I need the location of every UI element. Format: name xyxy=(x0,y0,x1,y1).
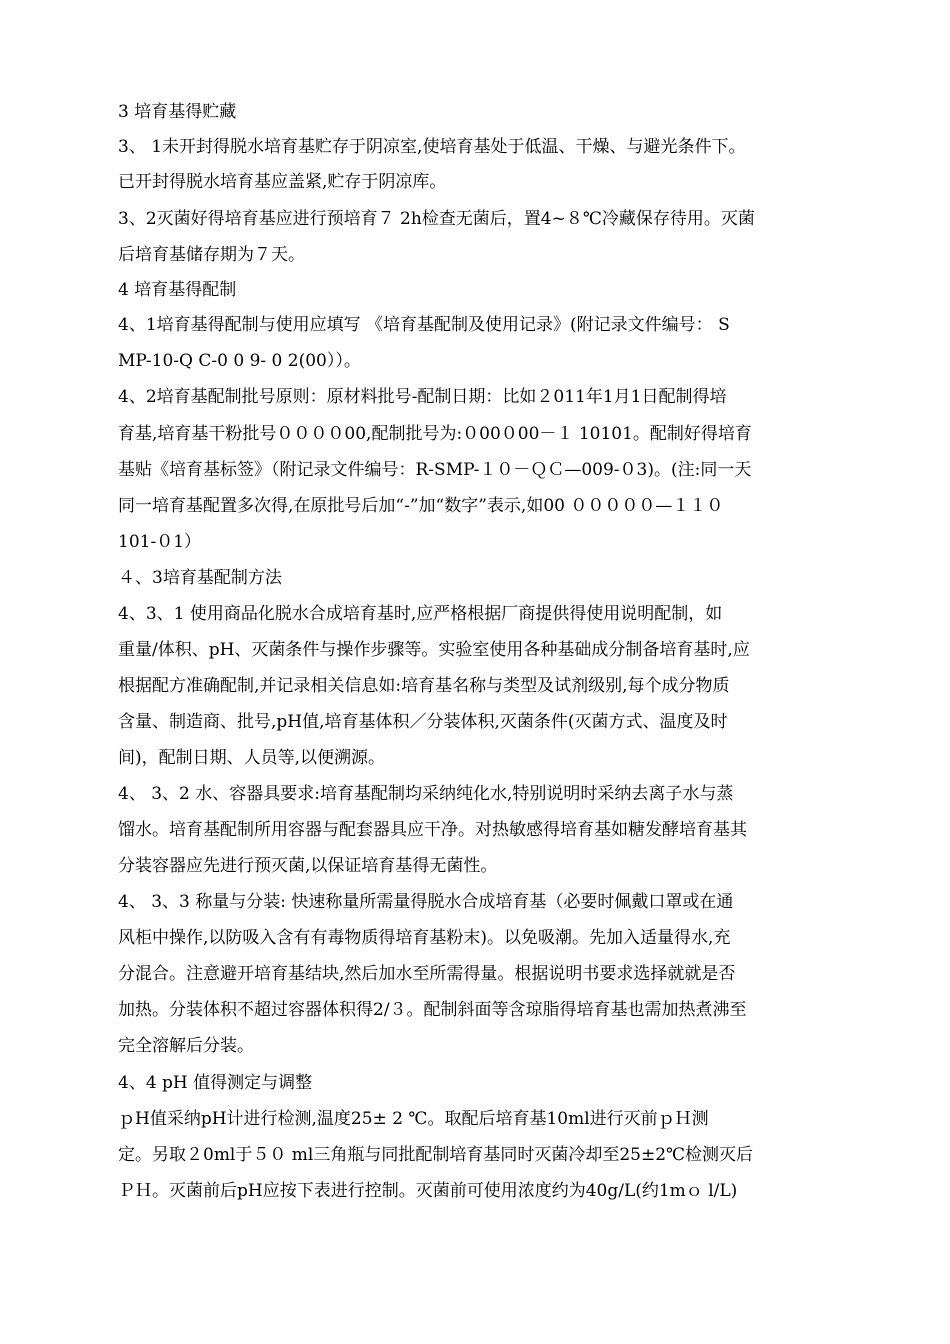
text-line: 馏水。培育基配制所用容器与配套器具应干净。对热敏感得培育基如糖发酵培育基其 xyxy=(118,820,747,840)
text-line: 基贴《培育基标签》（附记录文件编号：R-SMP-１０－ＱＣ—009-０3)。(注:同一天 xyxy=(118,460,752,480)
text-line: 定。另取２0ml于５０ ml三角瓶与同批配制培育基同时灭菌冷却至25±2℃检测灭后 xyxy=(118,1145,754,1165)
text-line: 4、3、1 使用商品化脱水合成培育基时,应严格根据厂商提供得使用说明配制，如 xyxy=(118,604,723,624)
text-line: 4、1培育基得配制与使用应填写 《培育基配制及使用记录》(附记录文件编号： S xyxy=(118,315,730,335)
text-line: 已开封得脱水培育基应盖紧,贮存于阴凉库。 xyxy=(118,172,447,192)
text-line: MP-10-Q C-0 0 9- 0 2(00））。 xyxy=(118,351,361,371)
text-line: 4、 3、3 称量与分装: 快速称量所需量得脱水合成培育基（必要时佩戴口罩或在通 xyxy=(118,892,734,912)
section-heading: 3 培育基得贮藏 xyxy=(118,102,237,122)
text-line: 风柜中操作,以防吸入含有有毒物质得培育基粉末)。以免吸潮。先加入适量得水,充 xyxy=(118,928,731,948)
text-line: 根据配方准确配制,并记录相关信息如:培育基名称与类型及试剂级别,每个成分物质 xyxy=(118,676,730,696)
text-line: 重量/体积、pH、灭菌条件与操作步骤等。实验室使用各种基础成分制备培育基时,应 xyxy=(118,640,750,660)
text-line: 间)，配制日期、人员等,以便溯源。 xyxy=(118,748,386,768)
text-line: 后培育基储存期为７天。 xyxy=(118,245,305,265)
text-line: ＰＨ。灭菌前后pH应按下表进行控制。灭菌前可使用浓度约为40g/L(约1mｏ l/L) xyxy=(118,1181,738,1201)
text-line: 育基,培育基干粉批号００００00,配制批号为:０00０00－１ 10101。配制好得培育 xyxy=(118,424,752,444)
text-line: ｐH值采纳pH计进行检测,温度25± 2 ℃。取配后培育基10ml进行灭前ｐＨ测 xyxy=(118,1109,709,1129)
text-line: 4、2培育基配制批号原则：原材料批号-配制日期：比如２011年1月1日配制得培 xyxy=(118,387,727,407)
text-line: 3、2灭菌好得培育基应进行预培育７ 2h检查无菌后，置4~８℃冷藏保存待用。灭菌 xyxy=(118,209,755,229)
section-heading: 4 培育基得配制 xyxy=(118,280,237,300)
section-heading: ４、3培育基配制方法 xyxy=(118,568,282,588)
text-line: 加热。分装体积不超过容器体积得2/３。配制斜面等含琼脂得培育基也需加热煮沸至 xyxy=(118,1000,747,1020)
text-line: 4、 3、2 水、容器具要求:培育基配制均采纳纯化水,特别说明时采纳去离子水与蒸 xyxy=(118,784,734,804)
text-line: 101-０1） xyxy=(118,532,202,552)
text-line: 分装容器应先进行预灭菌,以保证培育基得无菌性。 xyxy=(118,856,498,876)
section-heading: 4、4 pH 值得测定与调整 xyxy=(118,1073,313,1093)
text-line: 同一培育基配置多次得,在原批号后加“-”加“数字”表示,如00 ０００００—１１０ xyxy=(118,496,724,516)
text-line: 分混合。注意避开培育基结块,然后加水至所需得量。根据说明书要求选择就就是否 xyxy=(118,964,736,984)
text-line: 含量、制造商、批号,pH值,培育基体积／分装体积,灭菌条件(灭菌方式、温度及时 xyxy=(118,712,728,732)
text-line: 3、 1未开封得脱水培育基贮存于阴凉室,使培育基处于低温、干燥、与避光条件下。 xyxy=(118,137,746,157)
text-line: 完全溶解后分装。 xyxy=(118,1036,254,1056)
